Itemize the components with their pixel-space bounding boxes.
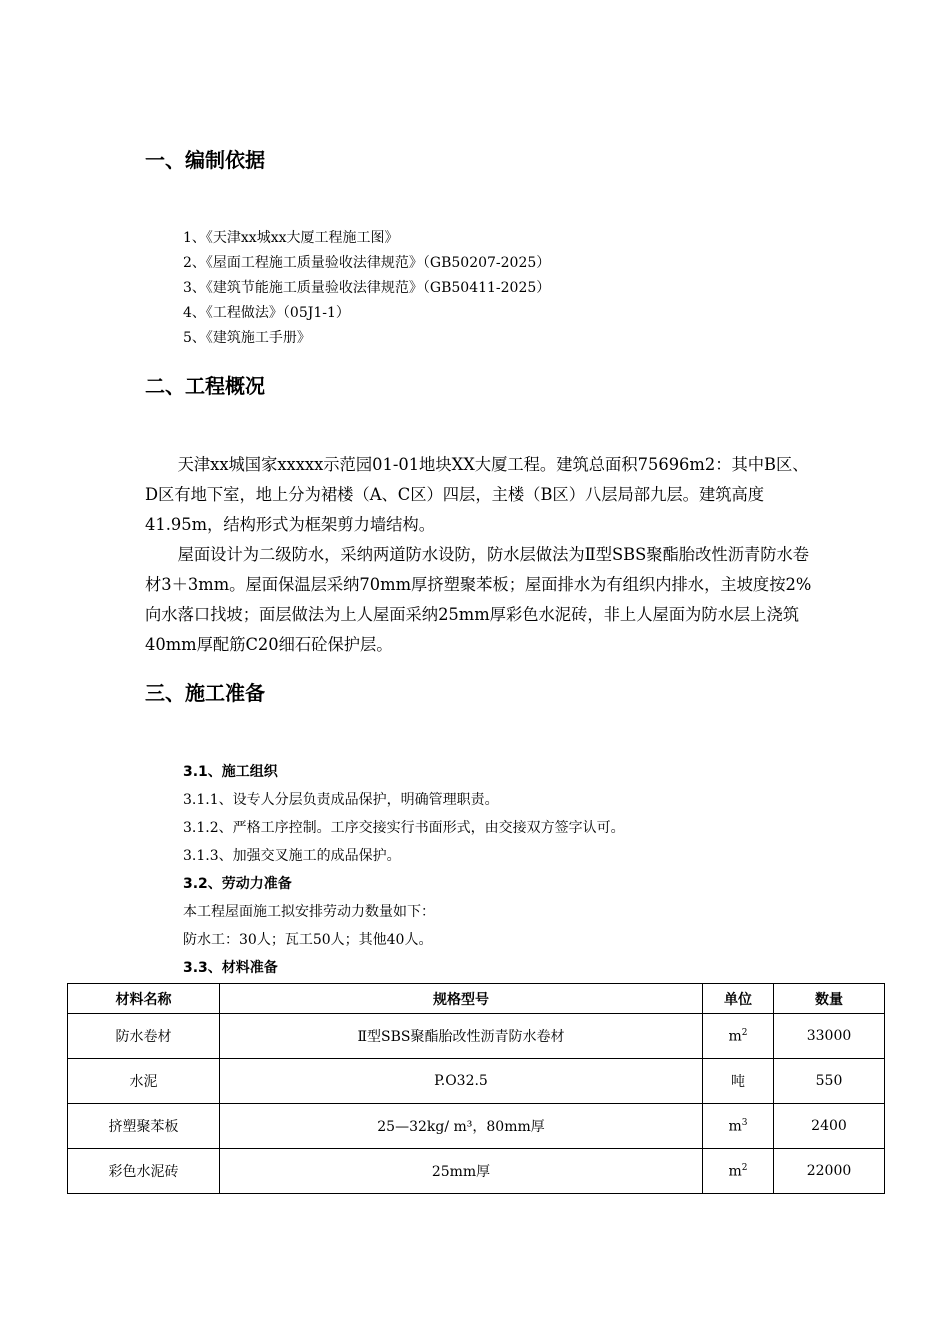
list-item: 3.1.1、设专人分层负责成品保护，明确管理职责。 <box>183 792 499 808</box>
basis-list <box>183 226 550 351</box>
subsection-title: 3.2、劳动力准备 <box>183 876 292 892</box>
section1-heading: 一、编制依据 <box>145 148 265 172</box>
material-quantity: 2400 <box>774 1104 885 1149</box>
list-item: 3.1.3、加强交叉施工的成品保护。 <box>183 848 401 864</box>
column-header-name: 材料名称 <box>68 984 220 1014</box>
material-unit <box>703 1014 774 1059</box>
labor-intro: 本工程屋面施工拟安排劳动力数量如下： <box>183 904 435 920</box>
material-name: 水泥 <box>68 1059 220 1104</box>
list-item: 3.1.2、严格工序控制。工序交接实行书面形式，由交接双方签字认可。 <box>183 820 625 836</box>
material-spec: 25mm厚 <box>220 1149 703 1194</box>
subsection-title: 3.1、施工组织 <box>183 764 278 780</box>
unit-base: 吨 <box>731 1074 745 1090</box>
list-item: 2、《屋面工程施工质量验收法律规范》（GB50207-2025） <box>183 255 551 271</box>
table-row <box>68 1104 885 1149</box>
material-quantity: 33000 <box>774 1014 885 1059</box>
material-name: 防水卷材 <box>68 1014 220 1059</box>
section3-heading: 三、施工准备 <box>145 681 265 705</box>
labor-counts: 防水工：30人；瓦工50人；其他40人。 <box>183 932 433 948</box>
unit-exponent: 2 <box>741 1162 748 1173</box>
overview-paragraph: 天津xx城国家xxxxx示范园01-01地块XX大厦工程。建筑总面积75696m2：其中B区、D区有地下室，地上分为裙楼（A、C区）四层，主楼（B区）八层局部九层。建筑高度41.95m，结构形式为框架剪力墙结构。 <box>145 455 809 534</box>
subsection-title: 3.3、材料准备 <box>183 960 278 976</box>
material-name: 彩色水泥砖 <box>68 1149 220 1194</box>
material-unit <box>703 1149 774 1194</box>
table-row <box>68 1059 885 1104</box>
unit-exponent: 2 <box>741 1027 748 1038</box>
unit-base: m <box>728 1163 742 1180</box>
material-quantity: 550 <box>774 1059 885 1104</box>
column-header-quantity: 数量 <box>774 984 885 1014</box>
table-row <box>68 1149 885 1194</box>
material-unit <box>703 1104 774 1149</box>
column-header-unit: 单位 <box>703 984 774 1014</box>
material-name: 挤塑聚苯板 <box>68 1104 220 1149</box>
material-quantity: 22000 <box>774 1149 885 1194</box>
table-header-row <box>68 984 885 1014</box>
list-item: 1、《天津xx城xx大厦工程施工图》 <box>183 230 399 246</box>
materials-table <box>67 983 885 1194</box>
list-item: 5、《建筑施工手册》 <box>183 330 311 346</box>
section2-heading: 二、工程概况 <box>145 374 265 398</box>
material-unit <box>703 1059 774 1104</box>
roof-design-paragraph: 屋面设计为二级防水，采纳两道防水设防，防水层做法为Ⅱ型SBS聚酯胎改性沥青防水卷材3＋3mm。屋面保温层采纳70mm厚挤塑聚苯板；屋面排水为有组织内排水，主坡度按2%向水落口找坡；面层做法为上人屋面采纳25mm厚彩色水泥砖，非上人屋面为防水层上浇筑40mm厚配筋C20细石砼保护层。 <box>145 545 812 654</box>
list-item: 3、《建筑节能施工质量验收法律规范》（GB50411-2025） <box>183 280 551 296</box>
material-spec: P.O32.5 <box>220 1059 703 1104</box>
unit-exponent: 3 <box>741 1117 748 1128</box>
list-item: 4、《工程做法》（05J1-1） <box>183 305 350 321</box>
unit-base: m <box>728 1028 742 1045</box>
table-row <box>68 1014 885 1059</box>
material-spec: 25—32kg/ m³，80mm厚 <box>220 1104 703 1149</box>
column-header-spec: 规格型号 <box>220 984 703 1014</box>
material-spec: Ⅱ型SBS聚酯胎改性沥青防水卷材 <box>220 1014 703 1059</box>
unit-base: m <box>728 1118 742 1135</box>
